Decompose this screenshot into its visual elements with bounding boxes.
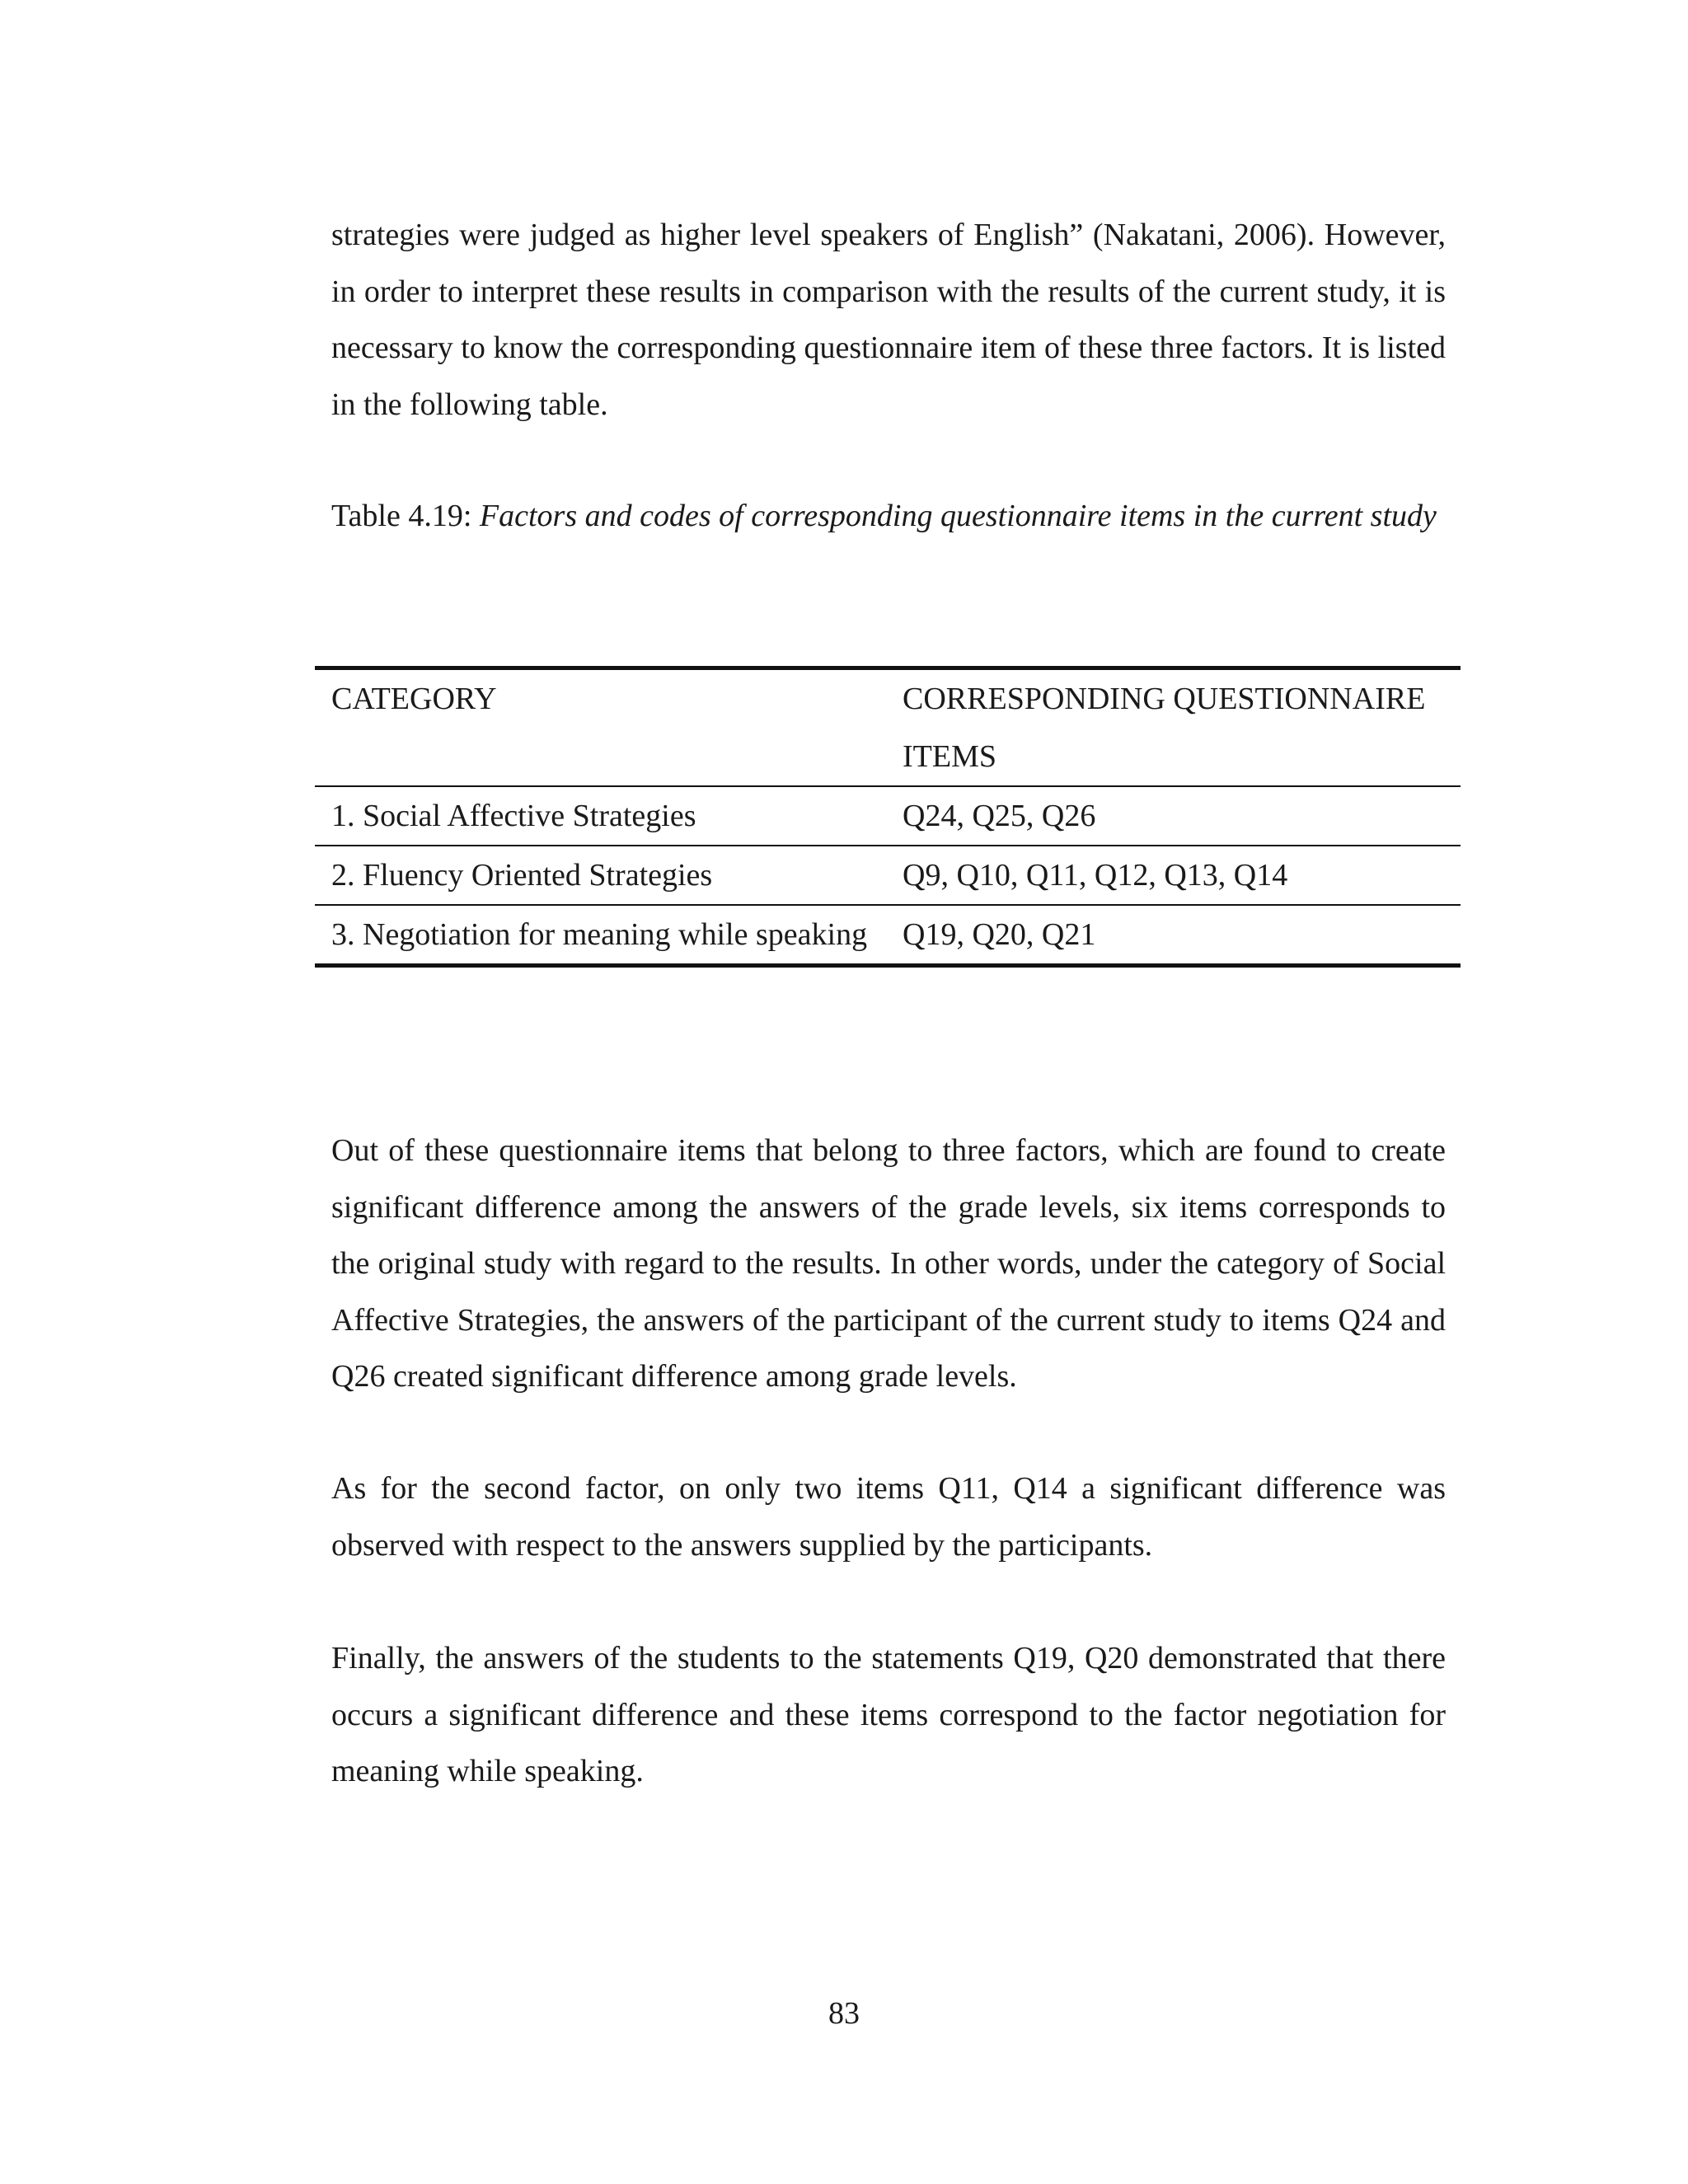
- table-cell-items: Q9, Q10, Q11, Q12, Q13, Q14: [886, 846, 1461, 905]
- table-header-row: [315, 668, 1461, 787]
- table-cell-category: 1. Social Affective Strategies: [315, 786, 886, 846]
- table-row: [315, 786, 1461, 846]
- table-cell-items: Q24, Q25, Q26: [886, 786, 1461, 846]
- intro-paragraph: strategies were judged as higher level speakers of English” (Nakatani, 2006). However, in order to interpret these results in comparison with the results of the current study, it is necessary to know the corresponding questionnaire item of these three factors. It is listed in the following table.: [331, 218, 1446, 422]
- header-category: CATEGORY: [315, 668, 886, 787]
- header-questionnaire-items: CORRESPONDING QUESTIONNAIRE ITEMS: [886, 668, 1461, 787]
- table-caption-title: Factors and codes of corresponding questionnaire items in the current study: [479, 499, 1437, 533]
- body-paragraph: As for the second factor, on only two items Q11, Q14 a significant difference was observed with respect to the answers supplied by the participants.: [331, 1471, 1446, 1563]
- body-paragraph: Out of these questionnaire items that belong to three factors, which are found to create significant difference among the answers of the grade levels, six items corresponds to the original study with regard to the results. In other words, under the category of Social Affective Strategies, the answers of the participant of the current study to items Q24 and Q26 created significant difference among grade levels.: [331, 1133, 1446, 1394]
- body-paragraph: Finally, the answers of the students to the statements Q19, Q20 demonstrated that there occurs a significant difference and these items correspond to the factor negotiation for meaning while speaking.: [331, 1641, 1446, 1788]
- table-caption: [331, 488, 1446, 545]
- table-cell-category: 2. Fluency Oriented Strategies: [315, 846, 886, 905]
- table-row: [315, 905, 1461, 966]
- factors-table: [315, 666, 1461, 968]
- table-row: [315, 846, 1461, 905]
- table-cell-category: 3. Negotiation for meaning while speaking: [315, 905, 886, 966]
- table-caption-label: Table 4.19:: [331, 499, 472, 533]
- table-cell-items: Q19, Q20, Q21: [886, 905, 1461, 966]
- page-number: 83: [828, 1996, 860, 2031]
